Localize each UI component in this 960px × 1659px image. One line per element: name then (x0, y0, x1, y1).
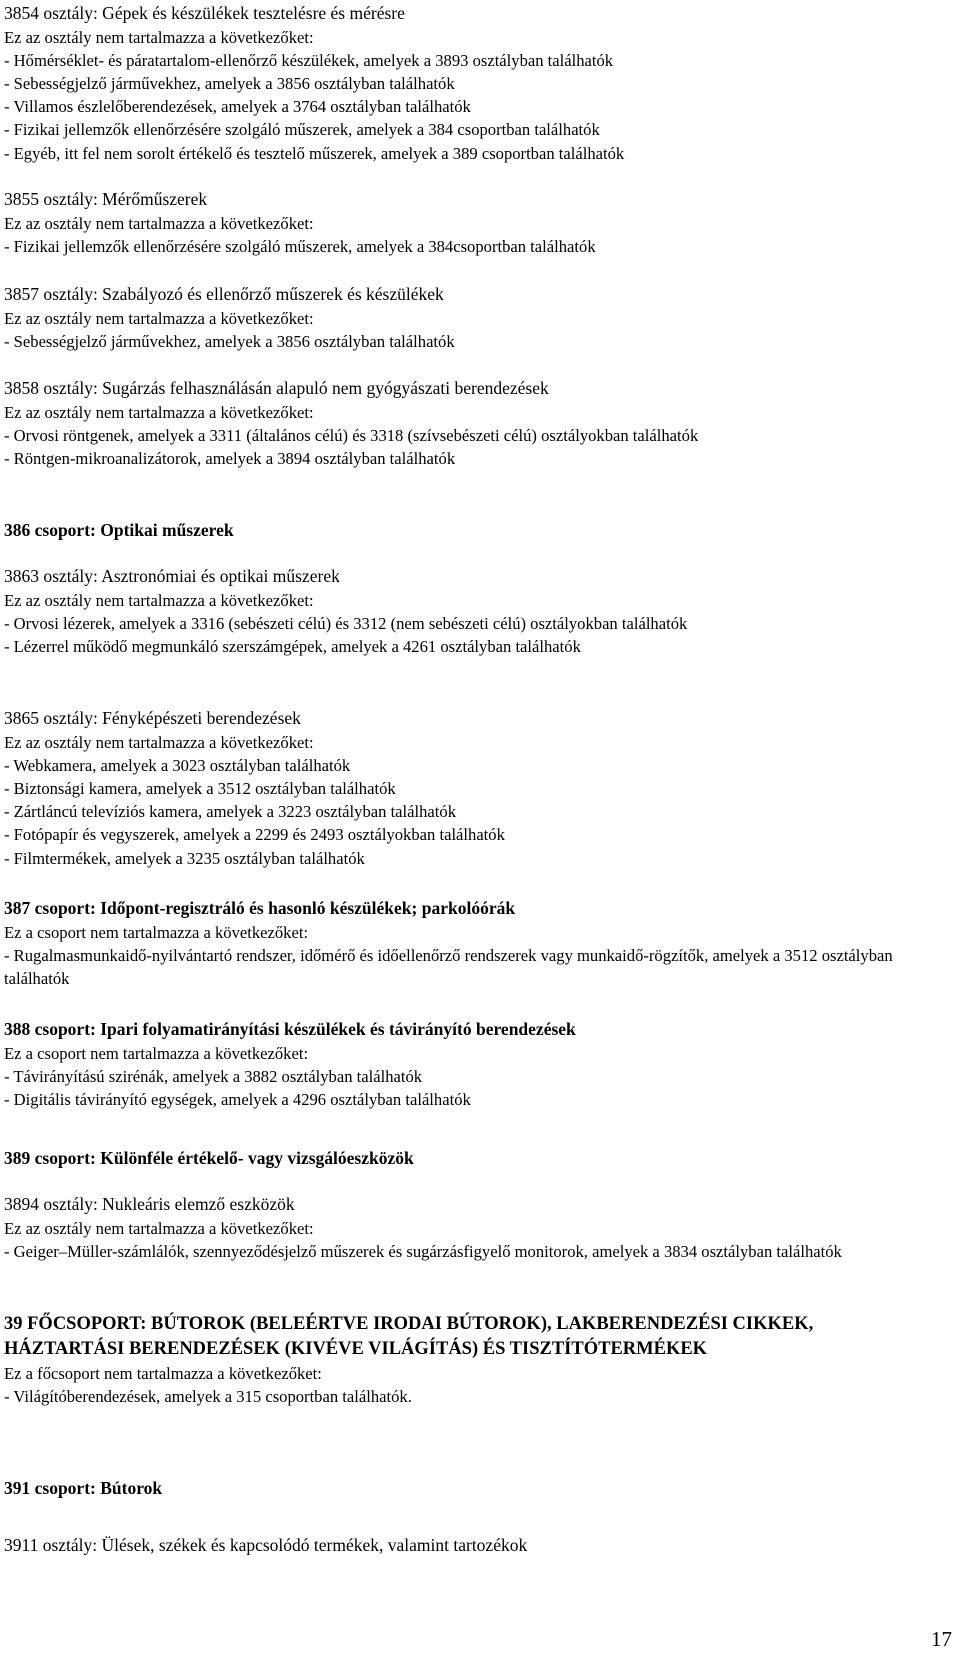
main-group-heading: 39 FŐCSOPORT: BÚTOROK (BELEÉRTVE IRODAI BÚTOROK), LAKBERENDEZÉSI CIKKEK, HÁZTARTÁSI BERENDEZÉSEK (KIVÉVE VILÁGÍTÁS) ÉS TISZTÍTÓTERMÉKEK (4, 1314, 814, 1359)
list-item: - Zártláncú televíziós kamera, amelyek a 3223 osztályban találhatók (4, 802, 456, 822)
class-heading: 3911 osztály: Ülések, székek és kapcsolódó termékek, valamint tartozékok (4, 1535, 528, 1555)
group-387 (4, 896, 956, 990)
exclusion-intro: Ez a főcsoport nem tartalmazza a következőket: (4, 1364, 322, 1383)
list-item: - Fizikai jellemzők ellenőrzésére szolgáló műszerek, amelyek a 384 csoportban találhatók (4, 120, 600, 140)
section-3894 (4, 1192, 956, 1263)
group-389 (4, 1146, 956, 1171)
list-item: - Geiger–Müller-számlálók, szennyeződésjelző műszerek és sugárzásfigyelő monitorok, amelyek a 3834 osztályban találhatók (4, 1241, 842, 1261)
class-heading: 3894 osztály: Nukleáris elemző eszközök (4, 1194, 295, 1214)
list-item: - Egyéb, itt fel nem sorolt értékelő és tesztelő műszerek, amelyek a 389 csoportban találhatók (4, 143, 625, 163)
list-item: - Távirányítású szirénák, amelyek a 3882 osztályban találhatók (4, 1066, 423, 1086)
list-item: - Digitális távirányító egységek, amelyek a 4296 osztályban találhatók (4, 1089, 471, 1109)
list-item: - Webkamera, amelyek a 3023 osztályban találhatók (4, 755, 351, 775)
section-3854 (4, 1, 956, 165)
class-heading: 3865 osztály: Fényképészeti berendezések (4, 708, 301, 728)
group-heading: 388 csoport: Ipari folyamatirányítási készülékek és távirányító berendezések (4, 1019, 576, 1039)
section-3863 (4, 564, 956, 658)
list-item: - Orvosi lézerek, amelyek a 3316 (sebészeti célú) és 3312 (nem sebészeti célú) osztályokban találhatók (4, 613, 688, 633)
list-item: - Sebességjelző járművekhez, amelyek a 3856 osztályban találhatók (4, 331, 455, 351)
class-heading: 3855 osztály: Mérőműszerek (4, 189, 208, 209)
group-heading: 391 csoport: Bútorok (4, 1478, 163, 1498)
list-item: - Hőmérséklet- és páratartalom-ellenőrző készülékek, amelyek a 3893 osztályban találhatók (4, 50, 614, 70)
list-item: - Világítóberendezések, amelyek a 315 csoportban találhatók. (4, 1387, 412, 1407)
group-386 (4, 518, 956, 543)
exclusion-intro: Ez az osztály nem tartalmazza a következőket: (4, 402, 314, 422)
main-group-39 (4, 1312, 956, 1408)
exclusion-intro: Ez az osztály nem tartalmazza a következőket: (4, 1218, 314, 1238)
exclusion-intro: Ez az osztály nem tartalmazza a következőket: (4, 213, 314, 233)
list-item: - Orvosi röntgenek, amelyek a 3311 (általános célú) és 3318 (szívsebészeti célú) osztályokban találhatók (4, 425, 699, 445)
exclusion-intro: Ez az osztály nem tartalmazza a következőket: (4, 732, 314, 752)
list-item: - Lézerrel működő megmunkáló szerszámgépek, amelyek a 4261 osztályban találhatók (4, 636, 581, 656)
list-item: - Rugalmasmunkaidő-nyilvántartó rendszer, időmérő és időellenőrző rendszerek vagy munkaidő-rögzítők, amelyek a 3512 osztályban találhatók (4, 945, 893, 988)
group-heading: 389 csoport: Különféle értékelő- vagy vizsgálóeszközök (4, 1148, 414, 1168)
list-item: - Sebességjelző járművekhez, amelyek a 3856 osztályban találhatók (4, 73, 455, 93)
section-3865 (4, 706, 956, 870)
group-heading: 387 csoport: Időpont-regisztráló és hasonló készülékek; parkolóórák (4, 898, 516, 918)
section-3857 (4, 282, 956, 353)
section-3855 (4, 187, 956, 258)
exclusion-intro: Ez a csoport nem tartalmazza a következőket: (4, 922, 309, 942)
section-3911 (4, 1533, 956, 1558)
exclusion-intro: Ez az osztály nem tartalmazza a következőket: (4, 308, 314, 328)
list-item: - Fotópapír és vegyszerek, amelyek a 2299 és 2493 osztályokban találhatók (4, 825, 505, 845)
list-item: - Röntgen-mikroanalizátorok, amelyek a 3894 osztályban találhatók (4, 448, 456, 468)
page-number: 17 (931, 1627, 952, 1651)
group-heading: 386 csoport: Optikai műszerek (4, 520, 234, 540)
group-388 (4, 1017, 956, 1111)
list-item: - Villamos észlelőberendezések, amelyek a 3764 osztályban találhatók (4, 97, 471, 117)
list-item: - Fizikai jellemzők ellenőrzésére szolgáló műszerek, amelyek a 384csoportban találhatók (4, 236, 596, 256)
group-391 (4, 1476, 956, 1501)
class-heading: 3857 osztály: Szabályozó és ellenőrző műszerek és készülékek (4, 284, 444, 304)
exclusion-intro: Ez az osztály nem tartalmazza a következőket: (4, 590, 314, 610)
exclusion-intro: Ez a csoport nem tartalmazza a következőket: (4, 1043, 309, 1063)
class-heading: 3863 osztály: Asztronómiai és optikai műszerek (4, 566, 340, 586)
class-heading: 3858 osztály: Sugárzás felhasználásán alapuló nem gyógyászati berendezések (4, 378, 549, 398)
list-item: - Biztonsági kamera, amelyek a 3512 osztályban találhatók (4, 778, 396, 798)
section-3858 (4, 376, 956, 470)
exclusion-intro: Ez az osztály nem tartalmazza a következőket: (4, 27, 314, 47)
list-item: - Filmtermékek, amelyek a 3235 osztályban találhatók (4, 848, 365, 868)
class-heading: 3854 osztály: Gépek és készülékek tesztelésre és mérésre (4, 3, 405, 23)
